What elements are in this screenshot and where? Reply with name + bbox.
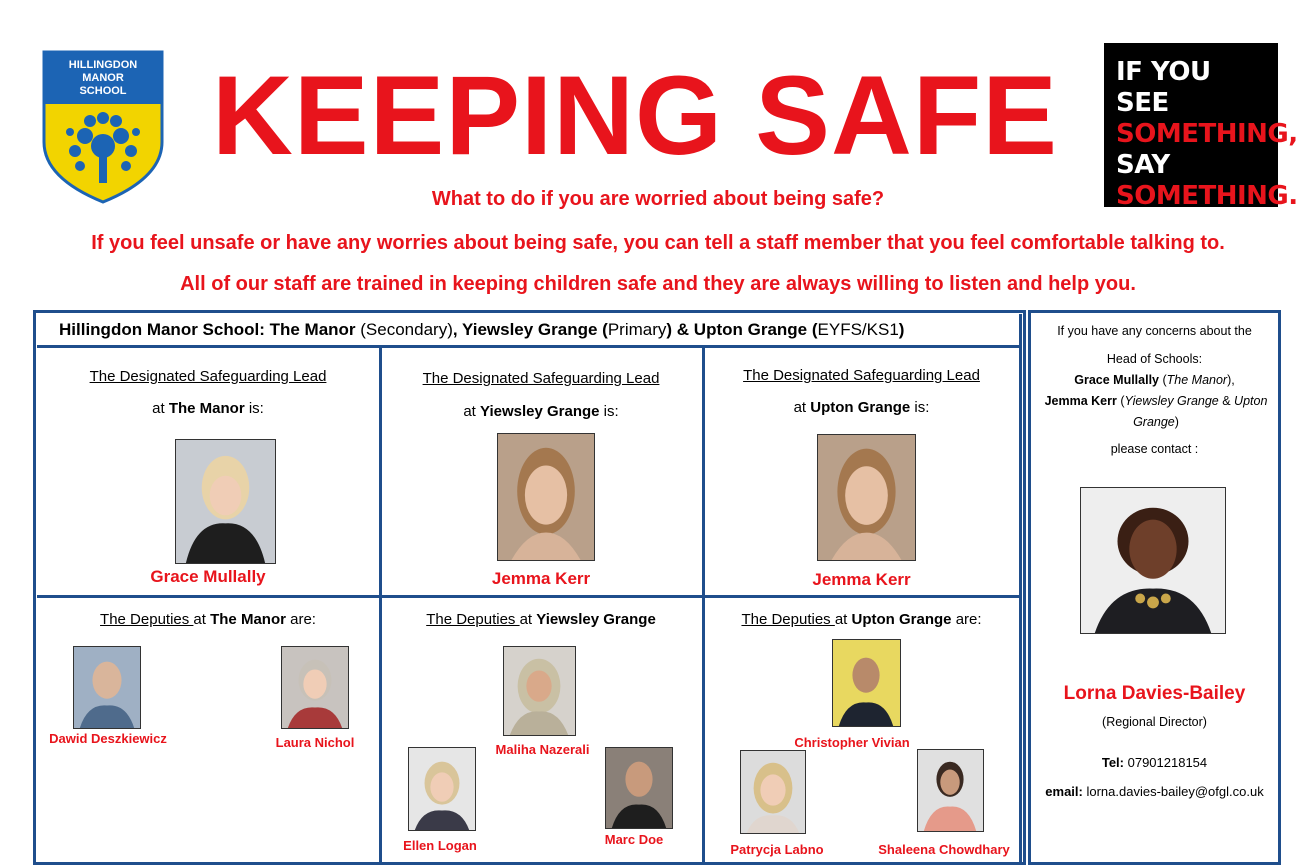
page-title: KEEPING SAFE [212, 53, 1058, 178]
laura-nichol-photo [281, 646, 349, 729]
intro-line-2: All of our staff are trained in keeping children safe and they are always willing to listen and help you. [180, 273, 1136, 295]
slogan-line-1: IF YOU SEE [1116, 57, 1211, 118]
schools-header-p1: Hillingdon Manor School: The Manor [59, 320, 361, 339]
jemma-kerr-photo [817, 434, 916, 561]
dsl-title-upton: The Designated Safeguarding Lead [743, 367, 980, 384]
side-please-contact: please contact : [1110, 442, 1199, 456]
divider [1019, 314, 1022, 862]
divider [702, 348, 705, 862]
deputy-name: Patrycja Labno [730, 842, 824, 857]
side-heads-label: Head of Schools: [1106, 352, 1203, 366]
ellen-logan-photo [408, 747, 476, 831]
school-logo [40, 46, 166, 206]
schools-header-p3: , Yiewsley Grange ( [452, 320, 608, 339]
deputy-name: Christopher Vivian [794, 735, 910, 750]
svg-text:HILLINGDON: HILLINGDON [68, 59, 138, 71]
side-grace: Grace Mullally (The Manor), [1074, 373, 1235, 387]
grace-mullally-photo [175, 439, 276, 564]
schools-header-p4: Primary [607, 320, 667, 339]
deputies-title-upton: The Deputies at Upton Grange are: [741, 611, 982, 628]
jemma-kerr-photo [497, 433, 595, 561]
slogan-line-4: SOMETHING. [1116, 181, 1298, 211]
schools-header-p2: (Secondary) [360, 320, 453, 339]
deputy-name: Maliha Nazerali [495, 742, 590, 757]
dsl-school-yiewsley: at Yiewsley Grange is: [463, 403, 619, 420]
christopher-vivian-photo [832, 639, 901, 727]
maliha-nazerali-photo [503, 646, 576, 736]
side-contact-role: (Regional Director) [1102, 715, 1207, 729]
divider [379, 348, 382, 862]
schools-header [37, 314, 1020, 348]
side-contact-tel: Tel: 07901218154 [1101, 755, 1208, 770]
side-jemma: Jemma Kerr (Yiewsley Grange & Upton Grange) [1044, 394, 1268, 429]
deputies-title-yiewsley: The Deputies at Yiewsley Grange [426, 611, 656, 628]
shaleena-chowdhary-photo [917, 749, 984, 832]
svg-text:MANOR: MANOR [82, 72, 124, 84]
divider [37, 595, 1020, 598]
intro-question: What to do if you are worried about being safe? [431, 188, 885, 210]
deputy-name: Ellen Logan [403, 838, 477, 853]
deputy-name: Laura Nichol [275, 735, 355, 750]
dsl-title-manor: The Designated Safeguarding Lead [89, 368, 327, 385]
slogan-line-3: SAY [1116, 150, 1170, 180]
dsl-name-yiewsley: Jemma Kerr [491, 569, 591, 588]
deputies-title-manor: The Deputies at The Manor are: [100, 611, 316, 628]
schools-header-p6: EYFS/KS1 [817, 320, 899, 339]
intro-line-1: If you feel unsafe or have any worries about being safe, you can tell a staff member that you feel comfortable talking to. [91, 232, 1225, 254]
side-intro: If you have any concerns about the [1057, 324, 1252, 338]
slogan-line-2: SOMETHING, [1116, 119, 1298, 149]
side-contact-name: Lorna Davies-Bailey [1063, 683, 1246, 704]
schools-header-p5: ) & Upton Grange ( [666, 320, 818, 339]
see-something-badge [1104, 43, 1298, 211]
schools-header-p7: ) [898, 320, 905, 339]
patrycja-labno-photo [740, 750, 806, 834]
deputy-name: Dawid Deszkiewicz [49, 731, 167, 746]
dsl-school-manor: at The Manor is: [152, 400, 264, 417]
deputy-name: Marc Doe [604, 832, 664, 847]
dsl-name-manor: Grace Mullally [150, 567, 266, 586]
marc-doe-photo [605, 747, 673, 829]
dsl-name-upton: Jemma Kerr [812, 570, 911, 589]
side-contact-email[interactable]: email: lorna.davies-bailey@ofgl.co.uk [1045, 784, 1264, 799]
dsl-school-upton: at Upton Grange is: [793, 399, 930, 416]
deputy-name: Shaleena Chowdhary [878, 842, 1010, 857]
lorna-davies-bailey-photo [1080, 487, 1226, 634]
svg-text:SCHOOL: SCHOOL [79, 85, 127, 97]
dsl-title-yiewsley: The Designated Safeguarding Lead [422, 370, 660, 387]
dawid-deszkiewicz-photo [73, 646, 141, 729]
